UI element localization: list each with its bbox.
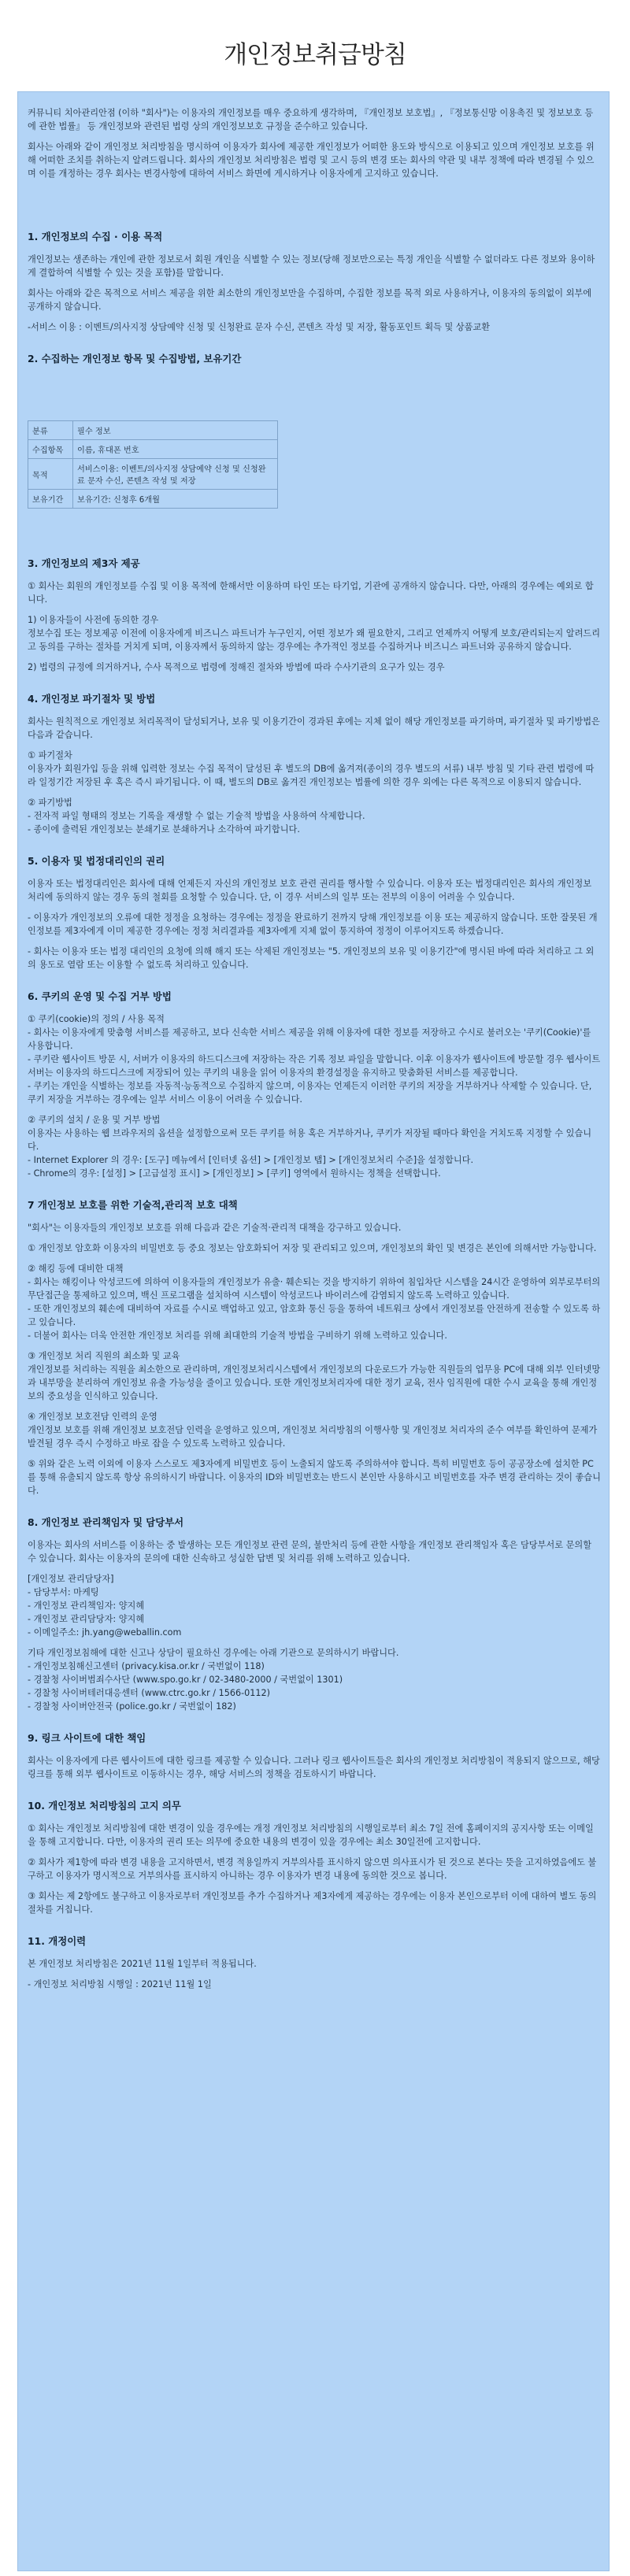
section-paragraph: ③ 회사는 제 2항에도 불구하고 이용자로부터 개인정보를 추가 수집하거나 제3자에게 제공하는 경우에는 이용자 본인으로부터 이에 대하여 별도 동의 절차를 거칩니다. bbox=[28, 1891, 597, 1915]
section-paragraph: ① 개인정보 암호화 이용자의 비밀번호 등 중요 정보는 암호화되어 저장 및 관리되고 있으며, 개인정보의 확인 및 변경은 본인에 의해서만 가능합니다. bbox=[28, 1243, 597, 1253]
intro-paragraph: 커뮤니티 치아관리안점 (이하 "회사")는 이용자의 개인정보를 매우 중요하게 생각하며, 『개인정보 보호법』, 『정보통신망 이용촉진 및 정보보호 등에 관한 법률』 등 개인정보와 관련된 법령 상의 개인정보보호 규정을 준수하고 있습니다. bbox=[28, 108, 594, 131]
section-paragraph: ⑤ 위와 같은 노력 이외에 이용자 스스로도 제3자에게 비밀번호 등이 노출되지 않도록 주의하셔야 합니다. 특히 비밀번호 등이 공공장소에 설치한 PC를 통해 유출되지 않도록 항상 유의하시기 바랍니다. 이용자의 ID와 비밀번호는 반드시 본인만 사용하시고 비밀번호를 자주 변경 관리하는 것이 좋습니다. bbox=[28, 1459, 601, 1496]
table-cell: 보유기간 bbox=[28, 490, 73, 509]
section-heading: 7 개인정보 보호를 위한 기술적,관리적 보호 대책 bbox=[28, 1199, 238, 1211]
table-cell: 보유기간: 신청후 6개월 bbox=[73, 490, 278, 509]
section-paragraph: - 개인정보 처리방침 시행일 : 2021년 11월 1일 bbox=[28, 1979, 212, 1989]
section-heading: 9. 링크 사이트에 대한 책임 bbox=[28, 1732, 146, 1744]
section-paragraph: -서비스 이용 : 이벤트/의사지정 상담예약 신청 및 신청완료 문자 수신, 콘텐츠 작성 및 저장, 활동포인트 획득 및 상품교환 bbox=[28, 322, 491, 332]
collected-items-table bbox=[28, 420, 278, 509]
policy-content-panel bbox=[17, 91, 610, 2571]
section-paragraph: 회사는 원칙적으로 개인정보 처리목적이 달성되거나, 보유 및 이용기간이 경과된 후에는 지체 없이 해당 개인정보를 파기하며, 파기절차 및 파기방법은 다음과 같습니다. bbox=[28, 716, 600, 740]
section-paragraph: ② 해킹 등에 대비한 대책 - 회사는 해킹이나 악성코드에 의하여 이용자들의 개인정보가 유출· 훼손되는 것을 방지하기 위하여 침입차단 시스템을 24시간 운영하여 외부로부터의 무단접근을 통제하고 있으며, 백신 프로그램을 설치하여 시스템이 악성코드나 바이러스에 감염되지 않도록 노력하고 있습니다. - 또한 개인정보의 훼손에 대비하여 자료를 수시로 백업하고 있고, 암호화 통신 등을 통하여 네트워크 상에서 개인정보를 안전하게 전송할 수 있도록 하고 있습니다. - 더불어 회사는 더욱 안전한 개인정보 처리를 위해 최대한의 기술적 방법을 구비하기 위해 노력하고 있습니다. bbox=[28, 1264, 601, 1341]
section-paragraph: ② 파기방법 - 전자적 파일 형태의 정보는 기록을 재생할 수 없는 기술적 방법을 사용하여 삭제합니다. - 종이에 출력된 개인정보는 분쇄기로 분쇄하거나 소각하여 파기합니다. bbox=[28, 798, 365, 835]
intro-paragraph: 회사는 아래와 같이 개인정보 처리방침을 명시하여 이용자가 회사에 제공한 개인정보가 어떠한 용도와 방식으로 이용되고 있으며 개인정보 보호를 위해 어떠한 조치를 취하는지 알려드립니다. 회사의 개인정보 처리방침은 법령 및 고시 등의 변경 또는 회사의 약관 및 내부 정책에 따라 변경될 수 있으며 이를 개정하는 경우 회사는 변경사항에 대하여 서비스 화면에 게시하거나 이용자에게 고지하고 있습니다. bbox=[28, 142, 595, 179]
table-cell: 목적 bbox=[28, 459, 73, 490]
section-paragraph: ① 파기절차 이용자가 회원가입 등을 위해 입력한 정보는 수집 목적이 달성된 후 별도의 DB에 옮겨져(종이의 경우 별도의 서류) 내부 방침 및 기타 관련 법령에 따라 일정기간 저장된 후 혹은 즉시 파기됩니다. 이 때, 별도의 DB로 옮겨진 개인정보는 법률에 의한 경우 외에는 다른 목적으로 이용되지 않습니다. bbox=[28, 750, 595, 787]
section-paragraph: 이용자는 회사의 서비스를 이용하는 중 발생하는 모든 개인정보 관련 문의, 불만처리 등에 관한 사항을 개인정보 관리책임자 혹은 담당부서로 문의할 수 있습니다. 회사는 이용자의 문의에 대한 신속하고 성실한 답변 및 처리를 위해 노력하고 있습니다. bbox=[28, 1540, 591, 1564]
section-paragraph: ② 쿠키의 설치 / 운용 및 거부 방법 이용자는 사용하는 웹 브라우저의 옵션을 설정함으로써 모든 쿠키를 허용 혹은 거부하거나, 쿠키가 저장될 때마다 확인을 거치도록 지정할 수 있습니다. - Internet Explorer 의 경우: [도구] 메뉴에서 [인터넷 옵션] > [개인정보 탭] > [개인정보처리 수준]을 설정합니다. - Chrome의 경우: [설정] > [고급설정 표시] > [개인정보] > [쿠키] 영역에서 원하시는 정책을 선택합니다. bbox=[28, 1115, 591, 1179]
section-paragraph: 1) 이용자들이 사전에 동의한 경우 정보수집 또는 정보제공 이전에 이용자에게 비즈니스 파트너가 누구인지, 어떤 정보가 왜 필요한지, 그리고 언제까지 어떻게 보호/관리되는지 알려드리고 동의를 구하는 절차를 거치게 되며, 이용자께서 동의하지 않는 경우에는 추가적인 정보를 수집하거나 비즈니스 파트너와 공유하지 않습니다. bbox=[28, 615, 601, 652]
table-row bbox=[28, 459, 278, 490]
section-paragraph: "회사"는 이용자들의 개인정보 보호를 위해 다음과 같은 기술적·관리적 대책을 강구하고 있습니다. bbox=[28, 1223, 402, 1233]
contact-info: [개인정보 관리담당자] - 담당부서: 마케팅 - 개인정보 관리책임자: 양지혜 - 개인정보 관리담당자: 양지혜 - 이메일주소: jh.yang@weballin.com bbox=[28, 1574, 182, 1638]
section-paragraph: 이용자 또는 법정대리인은 회사에 대해 언제든지 자신의 개인정보 보호 관련 권리를 행사할 수 있습니다. 이용자 또는 법정대리인은 회사의 개인정보 처리에 동의하지 않는 경우 동의 철회를 요청할 수 있습니다. 단, 이 경우 서비스의 일부 또는 전부의 이용이 어려울 수 있습니다. bbox=[28, 879, 591, 902]
table-cell: 이름, 휴대폰 번호 bbox=[73, 440, 278, 459]
page-title: 개인정보취급방침 bbox=[224, 41, 406, 69]
section-paragraph: - 회사는 이용자 또는 법정 대리인의 요청에 의해 해지 또는 삭제된 개인정보는 "5. 개인정보의 보유 및 이용기간"에 명시된 바에 따라 처리하고 그 외의 용도로 열람 또는 이용할 수 없도록 처리하고 있습니다. bbox=[28, 946, 595, 970]
section-heading: 6. 쿠키의 운영 및 수집 거부 방법 bbox=[28, 990, 172, 1002]
section-paragraph: ① 회사는 회원의 개인정보를 수집 및 이용 목적에 한해서만 이용하며 타인 또는 타기업, 기관에 공개하지 않습니다. 다만, 아래의 경우에는 예외로 합니다. bbox=[28, 581, 594, 605]
section-paragraph: 2) 법령의 규정에 의거하거나, 수사 목적으로 법령에 정해진 절차와 방법에 따라 수사기관의 요구가 있는 경우 bbox=[28, 662, 445, 672]
section-paragraph: 개인정보는 생존하는 개인에 관한 정보로서 회원 개인을 식별할 수 있는 정보(당해 정보만으로는 특정 개인을 식별할 수 없더라도 다른 정보와 용이하게 결합하여 식별할 수 있는 것을 포함)를 말합니다. bbox=[28, 254, 595, 278]
section-paragraph: ① 회사는 개인정보 처리방침에 대한 변경이 있을 경우에는 개정 개인정보 처리방침의 시행일로부터 최소 7일 전에 홈페이지의 공지사항 또는 이메일을 통해 고지합니다. 다만, 이용자의 권리 또는 의무에 중요한 내용의 변경이 있을 경우에는 최소 30일전에 고지합니다. bbox=[28, 1823, 594, 1847]
section-heading: 4. 개인정보 파기절차 및 방법 bbox=[28, 693, 156, 705]
section-heading: 10. 개인정보 처리방침의 고지 의무 bbox=[28, 1800, 181, 1812]
table-cell: 분류 bbox=[28, 421, 73, 440]
section-paragraph: ④ 개인정보 보호전담 인력의 운영 개인정보 보호를 위해 개인정보 보호전담 인력을 운영하고 있으며, 개인정보 처리방침의 이행사항 및 개인정보 처리자의 준수 여부를 확인하여 문제가 발견될 경우 즉시 수정하고 바로 잡을 수 있도록 노력하고 있습니다. bbox=[28, 1412, 598, 1449]
section-paragraph: 회사는 이용자에게 다른 웹사이트에 대한 링크를 제공할 수 있습니다. 그러나 링크 웹사이트들은 회사의 개인정보 처리방침이 적용되지 않으므로, 해당 링크를 통해 외부 웹사이트로 이동하시는 경우, 해당 서비스의 정책을 검토하시기 바랍니다. bbox=[28, 1756, 600, 1779]
section-paragraph: 본 개인정보 처리방침은 2021년 11월 1일부터 적용됩니다. bbox=[28, 1959, 257, 1969]
section-paragraph: - 이용자가 개인정보의 오류에 대한 정정을 요청하는 경우에는 정정을 완료하기 전까지 당해 개인정보를 이용 또는 제공하지 않습니다. 또한 잘못된 개인정보를 제3자에게 이미 제공한 경우에는 정정 처리결과를 제3자에게 지체 없이 통지하여 정정이 이루어지도록 하겠습니다. bbox=[28, 912, 598, 936]
table-cell: 필수 정보 bbox=[73, 421, 278, 440]
section-paragraph: ① 쿠키(cookie)의 정의 / 사용 목적 - 회사는 이용자에게 맞춤형 서비스를 제공하고, 보다 신속한 서비스 제공을 위해 이용자에 대한 정보를 저장하고 수시로 불러오는 '쿠키(Cookie)'를 사용합니다. - 쿠키란 웹사이트 방문 시, 서버가 이용자의 하드디스크에 저장하는 작은 기록 정보 파일을 말합니다. 이후 이용자가 웹사이트에 방문할 경우 웹사이트 서버는 이용자의 하드디스크에 저장되어 있는 쿠키의 내용을 읽어 이용자의 환경설정을 유지하고 맞춤화된 서비스를 제공합니다. - 쿠키는 개인을 식별하는 정보를 자동적·능동적으로 수집하지 않으며, 이용자는 언제든지 이러한 쿠키의 저장을 거부하거나 삭제할 수 있습니다. 단, 쿠키 저장을 거부하는 경우에는 일부 서비스 이용이 어려울 수 있습니다. bbox=[28, 1014, 601, 1105]
section-paragraph: ③ 개인정보 처리 직원의 최소화 및 교육 개인정보를 처리하는 직원을 최소한으로 관리하며, 개인정보처리시스템에서 개인정보의 다운로드가 가능한 직원들의 업무용 PC에 대해 외부 인터넷망과 내부망을 분리하여 개인정보 유출 가능성을 줄이고 있습니다. 또한 개인정보처리자에 대한 정기 교육, 전사 임직원에 대한 수시 교육을 통해 개인정보의 중요성을 인식하고 있습니다. bbox=[28, 1351, 601, 1401]
table-cell: 수집항목 bbox=[28, 440, 73, 459]
section-heading: 8. 개인정보 관리책임자 및 담당부서 bbox=[28, 1516, 184, 1528]
section-paragraph: 회사는 아래와 같은 목적으로 서비스 제공을 위한 최소한의 개인정보만을 수집하며, 수집한 정보를 목적 외로 사용하거나, 이용자의 동의없이 외부에 공개하지 않습니다. bbox=[28, 288, 591, 312]
section-paragraph: ② 회사가 제1항에 따라 변경 내용을 고지하면서, 변경 적용일까지 거부의사를 표시하지 않으면 의사표시가 된 것으로 본다는 뜻을 고지하였음에도 불구하고 이용자가 명시적으로 거부의사를 표시하지 아니하는 경우 이용자가 변경 내용에 동의한 것으로 봅니다. bbox=[28, 1857, 597, 1881]
section-heading: 1. 개인정보의 수집 · 이용 목적 bbox=[28, 231, 163, 242]
table-cell: 서비스이용: 이벤트/의사지정 상담예약 신청 및 신청완료 문자 수신, 콘텐츠 작성 및 저장 bbox=[73, 459, 278, 490]
section-heading: 2. 수집하는 개인정보 항목 및 수집방법, 보유기간 bbox=[28, 353, 242, 365]
table-row bbox=[28, 440, 278, 459]
section-heading: 11. 개정이력 bbox=[28, 1935, 87, 1947]
table-row bbox=[28, 421, 278, 440]
section-paragraph: 기타 개인정보침해에 대한 신고나 상담이 필요하신 경우에는 아래 기관으로 문의하시기 바랍니다. - 개인정보침해신고센터 (privacy.kisa.or.kr / 국번없이 118) - 경찰청 사이버범죄수사단 (www.spo.go.kr / 02-3480-2000 / 국번없이 1301) - 경찰청 사이버테러대응센터 (www.ctrc.go.kr / 1566-0112) - 경찰청 사이버안전국 (police.go.kr / 국번없이 182) bbox=[28, 1648, 399, 1712]
section-heading: 5. 이용자 및 법정대리인의 권리 bbox=[28, 855, 165, 867]
table-row bbox=[28, 490, 278, 509]
section-heading: 3. 개인정보의 제3자 제공 bbox=[28, 557, 140, 569]
